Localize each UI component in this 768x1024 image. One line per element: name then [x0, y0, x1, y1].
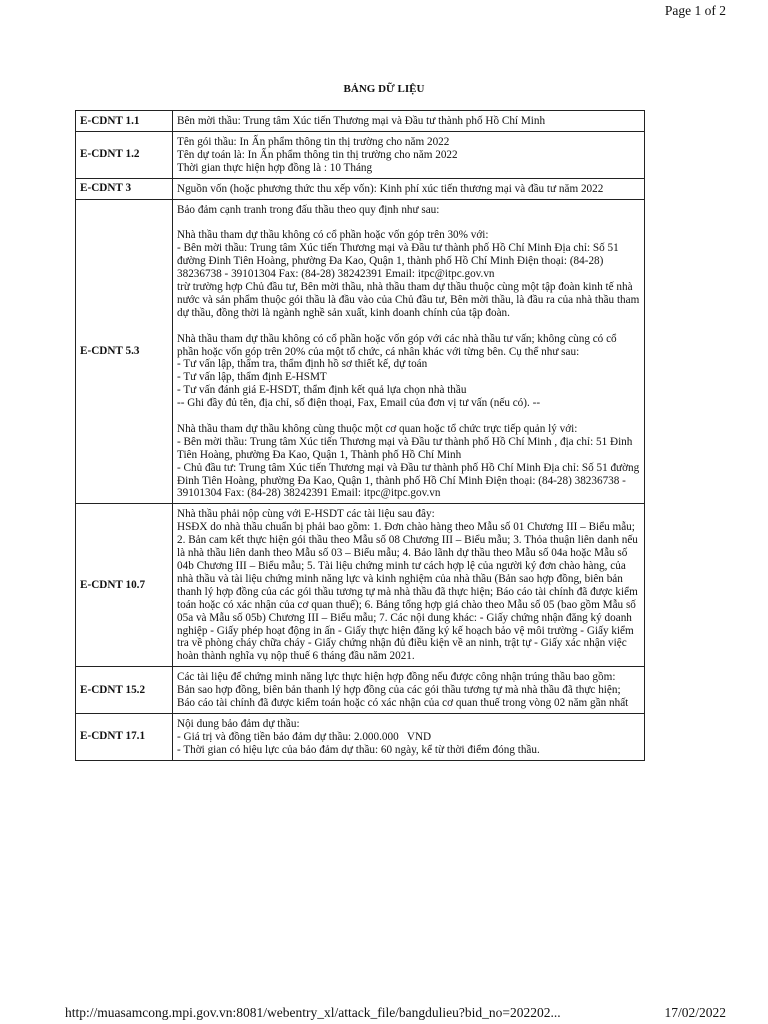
- row-code: E-CDNT 15.2: [76, 667, 173, 714]
- source-url[interactable]: http://muasamcong.mpi.gov.vn:8081/webentry_xl/attack_file/bangdulieu?bid_no=202202...: [65, 1005, 561, 1020]
- row-content: Nội dung bảo đảm dự thầu: - Giá trị và đồng tiền bảo đảm dự thầu: 2.000.000 VND - Thời gian có hiệu lực của bảo đảm dự thầu: 60 ngày, kể từ thời điểm đóng thầu.: [173, 713, 645, 760]
- row-content: Bảo đảm cạnh tranh trong đấu thầu theo quy định như sau: Nhà thầu tham dự thầu không có cổ phần hoặc vốn góp trên 30% với: - Bên mời thầu: Trung tâm Xúc tiến Thương mại và Đầu tư thành phố Hồ Chí Minh Địa chỉ: Số 51 đường Đinh Tiên Hoàng, phường Đa Kao, Quận 1, thành phố Hồ Chí Minh Điện thoại: (84-28) 38236738 - 39101304 Fax: (84-28) 38242391 Email: itpc@itpc.gov.vn trừ trường hợp Chủ đầu tư, Bên mời thầu, nhà thầu tham dự thầu thuộc cùng một tập đoàn kinh tế nhà nước và sản phẩm thuộc gói thầu là đầu vào của Chủ đầu tư, Bên mời thầu, là đầu ra của nhà thầu tham dự thầu, đồng thời là ngành nghề sản xuất, kinh doanh chính của tập đoàn. Nhà thầu tham dự thầu không có cổ phần hoặc vốn góp với các nhà thầu tư vấn; không cùng có cổ phần hoặc vốn góp trên 20% của một tổ chức, cá nhân khác với từng bên. Cụ thể như sau: - Tư vấn lập, thẩm tra, thẩm định hồ sơ thiết kế, dự toán - Tư vấn lập, thẩm định E-HSMT - Tư vấn đánh giá E-HSDT, thẩm định kết quả lựa chọn nhà thầu -- Ghi đầy đủ tên, địa chỉ, số điện thoại, Fax, Email của đơn vị tư vấn (nếu có). -- Nhà thầu tham dự thầu không cùng thuộc một cơ quan hoặc tổ chức trực tiếp quản lý với: - Bên mời thầu: Trung tâm Xúc tiến Thương mại và Đầu tư thành phố Hồ Chí Minh , địa chỉ: 51 Đinh Tiên Hoàng, phường Đa Kao, Quận 1, Thành phố Hồ Chí Minh - Chủ đầu tư: Trung tâm Xúc tiến Thương mại và Đầu tư thành phố Hồ Chí Minh Địa chỉ: Số 51 đường Đinh Tiên Hoàng, phường Đa Kao, Quận 1, thành phố Hồ Chí Minh Điện thoại: (84-28) 38236738 - 39101304 Fax: (84-28) 38242391 Email: itpc@itpc.gov.vn: [173, 199, 645, 504]
- table-row: [76, 178, 645, 199]
- row-content: Tên gói thầu: In Ấn phẩm thông tin thị trường cho năm 2022 Tên dự toán là: In Ấn phẩm thông tin thị trường cho năm 2022 Thời gian thực hiện hợp đồng là : 10 Tháng: [173, 131, 645, 178]
- row-code: E-CDNT 1.2: [76, 131, 173, 178]
- page-footer: [65, 1005, 726, 1021]
- row-code: E-CDNT 3: [76, 178, 173, 199]
- table-row: [76, 199, 645, 504]
- row-content: Bên mời thầu: Trung tâm Xúc tiến Thương mại và Đầu tư thành phố Hồ Chí Minh: [173, 111, 645, 132]
- row-code: E-CDNT 17.1: [76, 713, 173, 760]
- row-content: Nhà thầu phải nộp cùng với E-HSDT các tài liệu sau đây: HSĐX do nhà thầu chuẩn bị phải bao gồm: 1. Đơn chào hàng theo Mẫu số 01 Chương III – Biểu mẫu; 2. Bản cam kết thực hiện gói thầu theo Mẫu số 08 Chương III – Biểu mẫu; 3. Thỏa thuận liên danh nếu là nhà thầu liên danh theo Mẫu số 03 – Biểu mẫu; 4. Bảo lãnh dự thầu theo Mẫu số 04a hoặc Mẫu số 04b Chương III – Biểu mẫu; 5. Tài liệu chứng minh tư cách hợp lệ của người ký đơn chào hàng, của nhà thầu và tài liệu chứng minh năng lực và kinh nghiệm của nhà thầu (Bản sao hợp đồng, biên bản thanh lý hợp đồng của các gói thầu tương tự mà nhà thầu đã thực hiện; Báo cáo tài chính đã được kiểm toán hoặc có xác nhận của cơ quan thuế); 6. Bảng tổng hợp giá chào theo Mẫu số 05 (bao gồm Mẫu số 05a và Mẫu số 05b) Chương III – Biểu mẫu; 7. Các nội dung khác: - Giấy chứng nhận đăng ký doanh nghiệp - Giấy phép hoạt động in ấn - Giấy thực hiện đăng ký kế hoạch bảo vệ môi trường - Giấy kiểm tra về phòng cháy chữa cháy - Giấy chứng nhận đủ điều kiện về an ninh, trật tự - Giấy xác nhận việc hoàn thành nghĩa vụ nộp thuế 6 tháng đầu năm 2021.: [173, 504, 645, 667]
- row-content: Các tài liệu để chứng minh năng lực thực hiện hợp đồng nếu được công nhận trúng thầu bao gồm: Bản sao hợp đồng, biên bản thanh lý hợp đồng của các gói thầu tương tự mà nhà thầu đã thực hiện; Báo cáo tài chính đã được kiểm toán hoặc có xác nhận của cơ quan thuế trong vòng 02 năm gần nhất: [173, 667, 645, 714]
- table-row: [76, 111, 645, 132]
- row-code: E-CDNT 1.1: [76, 111, 173, 132]
- row-content: Nguồn vốn (hoặc phương thức thu xếp vốn): Kinh phí xúc tiến thương mại và đầu tư năm 2022: [173, 178, 645, 199]
- table-row: [76, 504, 645, 667]
- print-date: 17/02/2022: [664, 1005, 726, 1020]
- table-row: [76, 131, 645, 178]
- table-row: [76, 713, 645, 760]
- row-code: E-CDNT 10.7: [76, 504, 173, 667]
- document-title: BẢNG DỮ LIỆU: [343, 83, 425, 95]
- data-table: [75, 110, 645, 761]
- page-indicator: Page 1 of 2: [664, 3, 726, 18]
- table-row: [76, 667, 645, 714]
- row-code: E-CDNT 5.3: [76, 199, 173, 504]
